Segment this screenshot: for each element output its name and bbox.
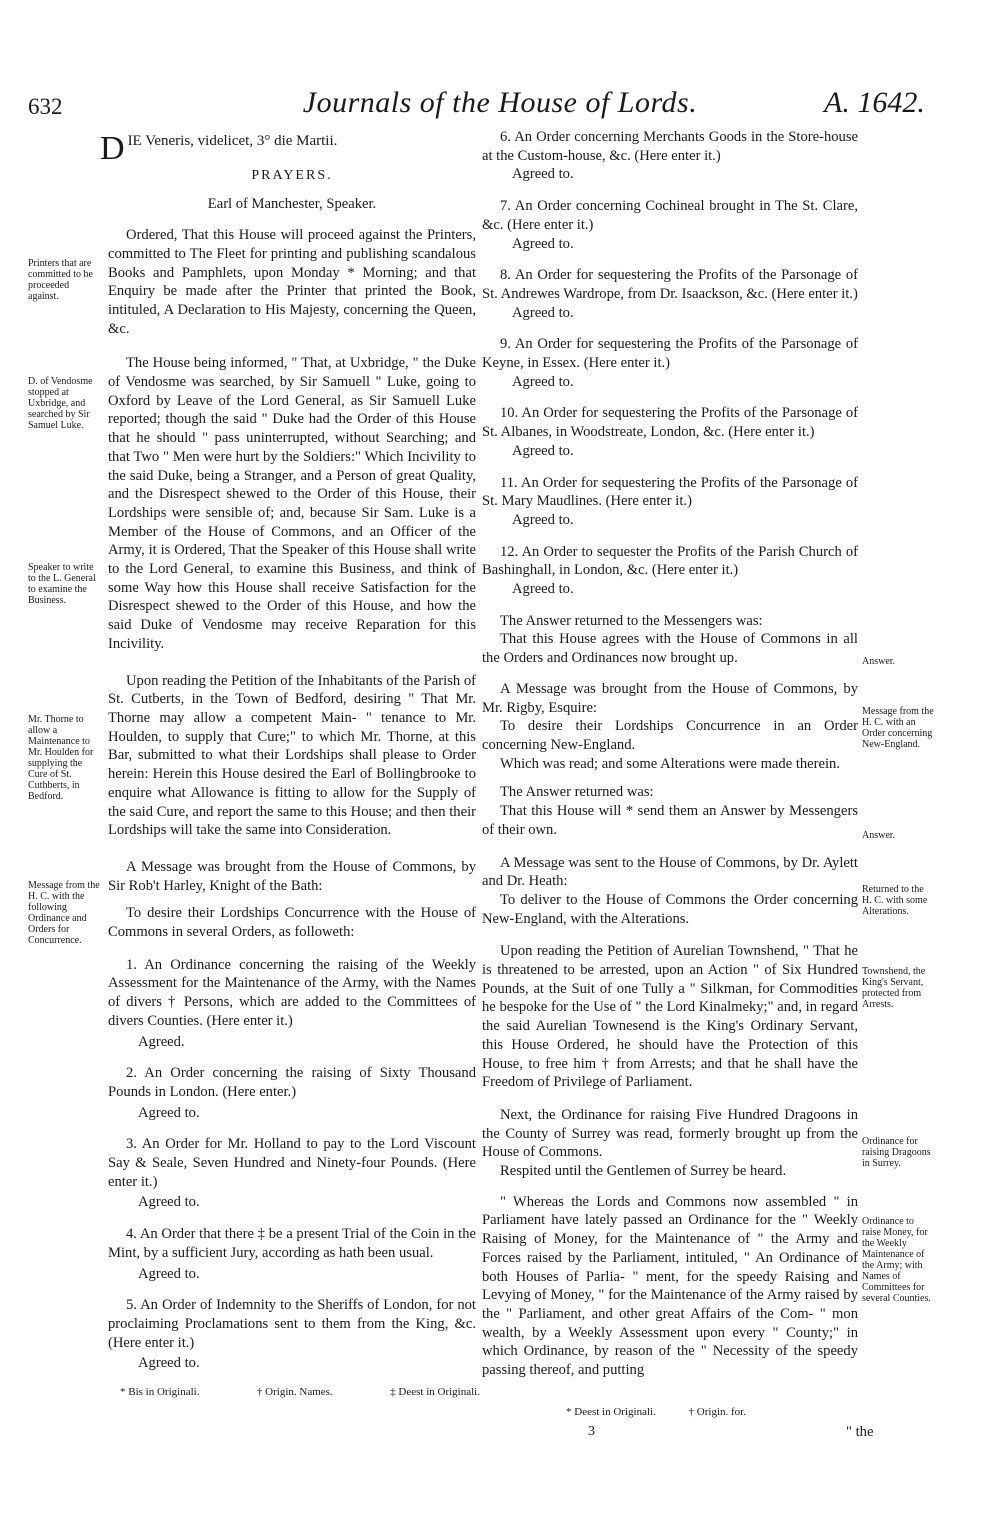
year-heading: A. 1642. xyxy=(824,86,925,119)
order-item-5: 5. An Order of Indemnity to the Sheriffs of London, for not proclaiming Proclamations sent to them from the King, &c. (Here enter it.) xyxy=(108,1297,476,1351)
order-item-7: 7. An Order concerning Cochineal brought in The St. Clare, &c. (Here enter it.) xyxy=(482,198,858,233)
speaker-line: Earl of Manchester, Speaker. xyxy=(207,196,377,213)
order-item-3: 3. An Order for Mr. Holland to pay to the Lord Viscount Say & Seale, Seven Hundred and Ninety-four Pounds. (Here enter it.) xyxy=(108,1136,476,1190)
footnote: * Bis in Originali. xyxy=(120,1386,200,1398)
agreed-11: Agreed to. xyxy=(512,511,574,528)
signature-mark: 3 xyxy=(588,1424,595,1439)
entry-vendosme: The House being informed, " That, at Uxbridge, " the Duke of Vendosme was searched, by Sir Samuell " Luke, going to Oxford by Leave of the Lord General, as Sir Samuell Luke reported; though the said " Duke had the Order of this House that he should " pass uninterrupted, without Searching; and that Two " Men were hurt by the Soldiers:" Which Incivility to the said Duke, being a Stranger, and a Person of great Quality, and the Disrespect shewed to the Order of this House, their Lordships were sensible of; and, because Sir Sam. Luke is a Member of the House of Commons, and an Officer of the Army, it is Ordered, That the Speaker of this House shall write to the Lord General, to examine this Business, and think of some Way how this House shall receive Satisfaction for the Disrespect shewed to the Order of this House, and how the said Duke of Vendosme may receive Reparation for this Incivility. xyxy=(108,355,476,652)
order-item-4: 4. An Order that there ‡ be a present Trial of the Coin in the Mint, by a sufficient Jury, according as hath been usual. xyxy=(108,1226,476,1261)
catchword: " the xyxy=(846,1424,874,1440)
answer-text: That this House agrees with the House of Commons in all the Orders and Ordinances now brought up. xyxy=(482,631,858,667)
margin-note-thorne: Mr. Thorne to allow a Maintenance to Mr. Houlden for supplying the Cure of St. Cuthberts, in Bedford. xyxy=(28,714,94,802)
agreed-8: Agreed to. xyxy=(512,304,574,321)
dropcap: D xyxy=(100,130,125,167)
message-sent: A Message was sent to the House of Commons, by Dr. Aylett and Dr. Heath: xyxy=(482,854,858,890)
respited: Respited until the Gentlemen of Surrey be heard. xyxy=(500,1163,787,1180)
margin-note-townshend: Townshend, the King's Servant, protected from Arrests. xyxy=(862,966,926,1010)
order-item-2: 2. An Order concerning the raising of Sixty Thousand Pounds in London. (Here enter.) xyxy=(108,1065,476,1100)
read-altered: Which was read; and some Alterations were made therein. xyxy=(500,755,840,772)
entry-thorne: Upon reading the Petition of the Inhabitants of the Parish of St. Cutberts, in the Town of Bedford, desiring " That Mr. Thorne may allow a competent Main- " tenance to Mr. Houlden, to supply that Cure;" to which Mr. Thorne, at this Bar, submitted to what their Lordships shall please to Order herein: Herein this House desired the Earl of Bollingbrooke to enquire what Allowance is fitting to allow for the Supply of the said Cure, and report the same to this House; and then their Lordships will take the same into Consideration. xyxy=(108,672,476,839)
agreed-7: Agreed to. xyxy=(512,235,574,252)
agreed-4: Agreed to. xyxy=(138,1265,200,1282)
agreed-9: Agreed to. xyxy=(512,373,574,390)
page-title: Journals of the House of Lords. xyxy=(302,86,698,119)
answer-by-messengers: That this House will * send them an Answer by Messengers of their own. xyxy=(482,803,858,838)
page-number: 632 xyxy=(28,94,63,119)
deliver-order: To deliver to the House of Commons the Order concerning New-England, with the Alterations. xyxy=(482,891,858,927)
footnotes-right xyxy=(566,1406,746,1418)
agreed-5: Agreed to. xyxy=(138,1355,200,1372)
agreed-10: Agreed to. xyxy=(512,442,574,459)
footnote: † Origin. Names. xyxy=(256,1386,333,1398)
footnote: * Deest in Originali. xyxy=(566,1406,656,1418)
answer-intro: The Answer returned to the Messengers was: xyxy=(500,612,763,629)
agreed-12: Agreed to. xyxy=(512,581,574,598)
entry-message-harley: A Message was brought from the House of Commons, by Sir Rob't Harley, Knight of the Bath: xyxy=(108,858,476,894)
entry-townshend: Upon reading the Petition of Aurelian Townshend, " That he is threatened to be arrested, upon an Action " of Six Hundred Pounds, at the Suit of one Tully a " Silkman, for Commodities he bespoke for the Use of " the Lord Kinalmeky;" and, in regard the said Aurelian Townesend is the King's Ordinary Servant, this House Ordered, he should have the Protection of this House, to free him † from Arrests; and that he shall have the Freedom of Privilege of Parliament. xyxy=(482,943,858,1091)
footnote: ‡ Deest in Originali. xyxy=(390,1386,480,1398)
agreed-2: Agreed to. xyxy=(138,1104,200,1121)
margin-note-new-england: Message from the H. C. with an Order concerning New-England. xyxy=(862,706,934,750)
entry-concurrence: To desire their Lordships Concurrence with the House of Commons in several Orders, as followeth: xyxy=(108,905,476,941)
order-item-11: 11. An Order for sequestering the Profits of the Parsonage of St. Mary Maudlines. (Here enter it.) xyxy=(482,474,858,510)
entry-dragoons: Next, the Ordinance for raising Five Hundred Dragoons in the County of Surrey was read, formerly brought up from the House of Commons. xyxy=(482,1106,858,1161)
answer-returned: The Answer returned was: xyxy=(500,784,654,801)
footnote: † Origin. for. xyxy=(688,1406,746,1418)
order-item-12: 12. An Order to sequester the Profits of the Parish Church of Bashinghall, in London, &c. (Here enter it.) xyxy=(482,543,858,579)
left-column xyxy=(100,128,476,1386)
margin-note-ordinance: Ordinance to raise Money, for the Weekly Maintenance of the Army; with Names of Committees for several Counties. xyxy=(862,1216,931,1304)
prayers-heading: PRAYERS. xyxy=(251,167,333,183)
ordinance-text: " Whereas the Lords and Commons now assembled " in Parliament have lately passed an Ordinance for the " Weekly Raising of Money, for the Maintenance of " the Army and Forces raised by the Parliament, intituled, " An Ordinance of both Houses of Parlia- " ment, for the speedy Raising and Levying of Money, " for the Maintenance of the Army raised by the " Parliament, and other great Affairs of the Com- " mon wealth, by a Weekly Assessment upon every " County;" in which Ordinance, by reason of the " Necessity of the speedy passing thereof, and putting xyxy=(482,1193,858,1379)
agreed-1: Agreed. xyxy=(138,1033,185,1050)
margin-note-printers: Printers that are committed to be proceeded against. xyxy=(28,258,93,302)
margin-note-answer-1: Answer. xyxy=(862,656,896,667)
right-column xyxy=(482,128,858,1389)
concurrence-new-england: To desire their Lordships Concurrence in an Order concerning New-England. xyxy=(482,718,858,753)
margin-note-returned: Returned to the H. C. with some Alterations. xyxy=(862,884,928,917)
margin-note-speaker: Speaker to write to the L. General to examine the Business. xyxy=(28,562,96,606)
order-item-6: 6. An Order concerning Merchants Goods in the Store-house at the Custom-house, &c. (Here enter it.) xyxy=(482,129,858,164)
margin-note-message: Message from the H. C. with the following Ordinance and Orders for Concurrence. xyxy=(28,880,100,946)
agreed-6: Agreed to. xyxy=(512,166,574,183)
dateline-text: IE Veneris, videlicet, 3° die Martii. xyxy=(127,133,338,149)
agreed-3: Agreed to. xyxy=(138,1194,200,1211)
order-item-9: 9. An Order for sequestering the Profits of the Parsonage of Keyne, in Essex. (Here enter it.) xyxy=(482,336,858,372)
margin-note-dragoons: Ordinance for raising Dragoons in Surrey. xyxy=(862,1136,931,1169)
message-rigby: A Message was brought from the House of Commons, by Mr. Rigby, Esquire: xyxy=(482,680,858,716)
order-item-1: 1. An Ordinance concerning the raising of the Weekly Assessment for the Maintenance of the Army, with the Names of divers † Persons, which are added to the Committees of divers Counties. (Here enter it.) xyxy=(108,956,476,1029)
footnotes-left xyxy=(120,1386,480,1398)
order-item-8: 8. An Order for sequestering the Profits of the Parsonage of St. Andrewes Wardrope, from Dr. Isaackson, &c. (Here enter it.) xyxy=(482,267,858,302)
dateline xyxy=(100,130,476,167)
order-item-10: 10. An Order for sequestering the Profits of the Parsonage of St. Albanes, in Woodstreate, London, &c. (Here enter it.) xyxy=(482,405,858,441)
margin-note-answer-2: Answer. xyxy=(862,830,896,841)
margin-note-vendosme: D. of Vendosme stopped at Uxbridge, and searched by Sir Samuel Luke. xyxy=(28,376,93,431)
entry-printers: Ordered, That this House will proceed against the Printers, committed to The Fleet for printing and publishing scandalous Books and Pamphlets, upon Monday * Morning; and that Enquiry be made after the Printer that printed the Book, intituled, A Declaration to His Majesty, concerning the Queen, &c. xyxy=(108,227,476,337)
